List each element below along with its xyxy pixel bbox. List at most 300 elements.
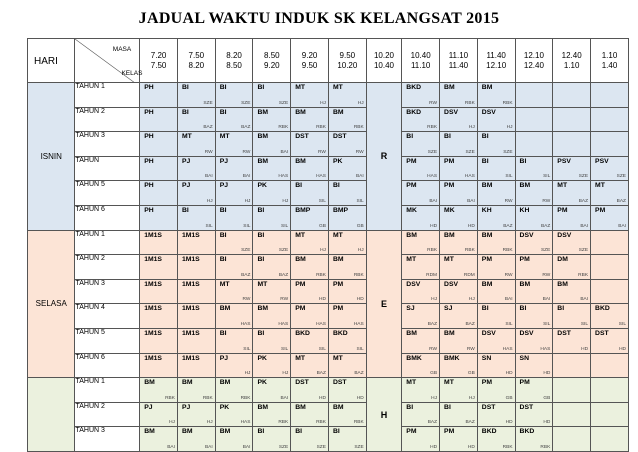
lesson-cell: [177, 353, 215, 378]
teacher-code: BAZ: [578, 198, 589, 204]
lesson-cell: [215, 230, 253, 255]
teacher-code: RBK: [316, 420, 326, 426]
subject-code: MT: [444, 256, 454, 264]
subject-code: PM: [519, 379, 530, 387]
subject-code: PH: [144, 133, 154, 141]
subject-code: BKD: [406, 108, 422, 116]
time-end: 12.10: [486, 60, 507, 70]
subject-code: MT: [332, 231, 343, 239]
lesson-cell: [177, 107, 215, 132]
lesson-cell: [140, 107, 178, 132]
teacher-code: BAZ: [465, 321, 475, 327]
subject-code: DSV: [406, 280, 421, 288]
subject-code: MT: [181, 133, 192, 141]
subject-code: BI: [181, 206, 189, 214]
lesson-cell: [140, 378, 178, 403]
teacher-code: RW: [204, 149, 213, 155]
lesson-cell: [477, 402, 515, 427]
lesson-cell: [253, 181, 291, 206]
lesson-cell: [140, 304, 178, 329]
subject-code: BI: [519, 305, 527, 313]
subject-code: PM: [444, 428, 455, 436]
teacher-code: SIL: [281, 346, 289, 352]
lesson-cell: [177, 328, 215, 353]
subject-code: DM: [557, 256, 568, 264]
lesson-cell: [402, 156, 440, 181]
subject-code: PM: [406, 428, 417, 436]
lesson-cell: [553, 230, 591, 255]
teacher-code: BAZ: [241, 272, 251, 278]
teacher-code: SIL: [580, 321, 589, 327]
page-title: JADUAL WAKTU INDUK SK KELANGSAT 2015: [138, 10, 500, 27]
day-label: [28, 378, 75, 452]
teacher-code: SZE: [203, 100, 213, 106]
time-slot-header: [553, 39, 591, 83]
subject-code: PK: [257, 379, 267, 387]
lesson-cell: [591, 205, 629, 230]
time-end: 10.40: [373, 60, 395, 70]
time-start: 12.40: [561, 50, 582, 60]
lesson-cell: [402, 181, 440, 206]
subject-code: BI: [257, 206, 265, 214]
teacher-code: GB: [505, 395, 513, 401]
teacher-code: HAS: [427, 174, 438, 180]
teacher-code: SZE: [354, 445, 364, 450]
teacher-code: SZE: [241, 100, 251, 106]
time-slot-header: [328, 39, 366, 83]
lesson-cell: [291, 205, 329, 230]
teacher-code: BAI: [167, 445, 175, 450]
subject-code: BI: [219, 231, 227, 239]
teacher-code: SIL: [281, 223, 289, 229]
lesson-cell: [477, 255, 515, 280]
time-slot-header: [215, 39, 253, 83]
lesson-cell: [177, 132, 215, 157]
teacher-code: HD: [505, 420, 513, 426]
teacher-code: HJ: [244, 198, 251, 204]
subject-code: BKD: [406, 84, 422, 91]
subject-code: DST: [557, 329, 571, 337]
lesson-cell: [253, 156, 291, 181]
subject-code: DSV: [557, 231, 572, 239]
teacher-code: HJ: [282, 198, 289, 204]
teacher-code: HJ: [206, 420, 213, 426]
lesson-cell: [477, 230, 515, 255]
teacher-code: HJ: [282, 371, 289, 377]
teacher-code: HJ: [468, 395, 475, 401]
subject-code: MT: [406, 256, 417, 264]
subject-code: BM: [181, 379, 193, 387]
teacher-code: BAI: [355, 174, 364, 180]
lesson-cell: [591, 353, 629, 378]
teacher-code: RBK: [202, 395, 213, 401]
lesson-cell: [140, 353, 178, 378]
lesson-cell: [591, 328, 629, 353]
lesson-cell: [253, 279, 291, 304]
time-end: 9.50: [301, 60, 318, 70]
table-row: [28, 83, 629, 108]
teacher-code: RBK: [502, 445, 513, 450]
teacher-code: HJ: [468, 297, 475, 303]
subject-code: PJ: [219, 157, 229, 165]
subject-code: 1M1S: [144, 231, 162, 239]
time-slot-header: [440, 39, 478, 83]
subject-code: SJ: [444, 305, 453, 313]
subject-code: BI: [257, 231, 265, 239]
subject-code: BM: [295, 403, 306, 411]
lesson-cell: [477, 328, 515, 353]
teacher-code: SIL: [505, 321, 513, 327]
subject-code: BI: [257, 428, 265, 436]
lesson-cell: [177, 83, 215, 108]
kelas-cell: TAHUN 6: [75, 205, 140, 230]
teacher-code: HAS: [316, 321, 326, 327]
teacher-code: SIL: [505, 174, 513, 180]
subject-code: PJ: [219, 182, 229, 190]
lesson-cell: [328, 156, 366, 181]
time-slot-header: [366, 39, 402, 83]
subject-code: BI: [444, 133, 451, 141]
table-row: [28, 378, 629, 403]
subject-code: PH: [144, 206, 154, 214]
time-start: 10.40: [410, 50, 431, 60]
subject-code: 1M1S: [144, 256, 162, 264]
lesson-cell: [553, 132, 591, 157]
lesson-cell: [291, 378, 329, 403]
subject-code: PK: [257, 182, 267, 190]
masa-kelas-header: [75, 39, 143, 83]
kelas-cell: TAHUN 2: [75, 402, 140, 427]
teacher-code: BAZ: [616, 198, 626, 204]
subject-code: MT: [295, 354, 306, 362]
teacher-code: RBK: [353, 125, 364, 131]
kelas-cell: TAHUN 3: [75, 279, 140, 304]
teacher-code: RW: [318, 149, 326, 155]
teacher-code: RW: [429, 100, 438, 106]
time-slot-header: [477, 39, 515, 83]
teacher-code: RBK: [278, 420, 289, 426]
teacher-code: HD: [619, 346, 626, 352]
lesson-cell: [515, 107, 553, 132]
table-row: [28, 205, 629, 230]
subject-code: PJ: [219, 354, 229, 362]
subject-code: BI: [219, 329, 227, 337]
lesson-cell: [177, 230, 215, 255]
teacher-code: BAI: [618, 223, 626, 229]
lesson-cell: [177, 156, 215, 181]
subject-code: BM: [444, 84, 455, 91]
lesson-cell: [515, 205, 553, 230]
lesson-cell: [140, 181, 178, 206]
teacher-code: BAZ: [241, 125, 251, 131]
teacher-code: BAZ: [427, 420, 438, 426]
lesson-cell: [177, 255, 215, 280]
subject-code: DST: [295, 379, 309, 387]
lesson-cell: [328, 205, 366, 230]
subject-code: BM: [144, 428, 155, 436]
lesson-cell: [477, 83, 515, 108]
lesson-cell: [140, 83, 178, 108]
lesson-cell: [553, 83, 591, 108]
subject-code: PH: [144, 84, 154, 91]
lesson-cell: [177, 427, 215, 452]
lesson-cell: [440, 378, 478, 403]
subject-code: PK: [257, 354, 267, 362]
lesson-cell: [477, 107, 515, 132]
day-label: ISNIN: [28, 83, 75, 231]
lesson-cell: [140, 402, 178, 427]
subject-code: BM: [219, 379, 231, 387]
lesson-cell: [253, 255, 291, 280]
subject-code: BM: [332, 108, 344, 116]
teacher-code: BAI: [580, 297, 589, 303]
lesson-cell: [477, 304, 515, 329]
lesson-cell: [140, 132, 178, 157]
lesson-cell: [291, 107, 329, 132]
subject-code: DST: [295, 133, 309, 141]
subject-code: 1M1S: [181, 305, 200, 313]
lesson-cell: [477, 132, 515, 157]
subject-code: MK: [444, 206, 455, 214]
lesson-cell: [515, 83, 553, 108]
lesson-cell: [440, 402, 478, 427]
subject-code: BI: [332, 182, 340, 190]
subject-code: PM: [332, 280, 344, 288]
lesson-cell: [402, 83, 440, 108]
subject-code: BI: [519, 157, 527, 165]
teacher-code: RBK: [165, 395, 175, 401]
lesson-cell: [553, 328, 591, 353]
table-row: [28, 328, 629, 353]
lesson-cell: [515, 255, 553, 280]
subject-code: 1M1S: [181, 329, 200, 337]
subject-code: 1M1S: [181, 256, 200, 264]
subject-code: MT: [219, 133, 230, 141]
table-row: [28, 255, 629, 280]
lesson-cell: [553, 279, 591, 304]
subject-code: BM: [332, 403, 344, 411]
subject-code: PM: [519, 256, 530, 264]
lesson-cell: [291, 132, 329, 157]
lesson-cell: [553, 255, 591, 280]
kelas-label: KELAS: [121, 70, 143, 77]
subject-code: BKD: [481, 428, 497, 436]
lesson-cell: [291, 230, 329, 255]
lesson-cell: [440, 279, 478, 304]
subject-code: KH: [519, 206, 530, 214]
subject-code: BI: [257, 256, 265, 264]
subject-code: BM: [444, 329, 455, 337]
lesson-cell: [477, 205, 515, 230]
teacher-code: SZE: [616, 174, 626, 180]
subject-code: PM: [557, 206, 568, 214]
lesson-cell: [591, 255, 629, 280]
lesson-cell: [515, 304, 553, 329]
subject-code: BM: [332, 256, 344, 264]
teacher-code: HAS: [278, 321, 289, 327]
lesson-cell: [440, 205, 478, 230]
lesson-cell: [291, 156, 329, 181]
table-row: [28, 279, 629, 304]
lesson-cell: [591, 378, 629, 403]
time-slot-header: [402, 39, 440, 83]
kelas-cell: TAHUN 5: [75, 181, 140, 206]
teacher-code: RW: [542, 198, 551, 204]
lesson-cell: [291, 427, 329, 452]
lesson-cell: [140, 328, 178, 353]
hari-header: [28, 39, 75, 83]
subject-code: BI: [332, 428, 340, 436]
lesson-cell: [402, 353, 440, 378]
subject-code: BM: [519, 182, 531, 190]
table-row: [28, 304, 629, 329]
subject-code: BM: [295, 108, 306, 116]
lesson-cell: [402, 230, 440, 255]
teacher-code: SZE: [278, 100, 289, 106]
lesson-cell: [328, 132, 366, 157]
subject-code: PM: [595, 206, 606, 214]
kelas-cell: TAHUN 1: [75, 83, 140, 108]
teacher-code: SIL: [243, 346, 251, 352]
lesson-cell: [291, 181, 329, 206]
subject-code: 1M1S: [144, 354, 162, 362]
lesson-cell: [291, 353, 329, 378]
lesson-cell: [215, 304, 253, 329]
lesson-cell: [328, 83, 366, 108]
lesson-cell: [440, 230, 478, 255]
teacher-code: HAS: [240, 321, 251, 327]
subject-code: SN: [519, 354, 529, 362]
teacher-code: SIL: [243, 223, 251, 229]
teacher-code: BAZ: [540, 223, 551, 229]
lesson-cell: [591, 181, 629, 206]
subject-code: PJ: [144, 403, 153, 411]
lesson-cell: [591, 83, 629, 108]
kelas-cell: TAHUN: [75, 156, 140, 181]
lesson-cell: [477, 279, 515, 304]
teacher-code: HD: [319, 297, 326, 303]
subject-code: MT: [332, 84, 343, 91]
lesson-cell: [215, 132, 253, 157]
subject-code: BM: [257, 305, 269, 313]
teacher-code: HAS: [353, 321, 364, 327]
time-end: 12.40: [523, 60, 544, 70]
lesson-cell: [140, 255, 178, 280]
subject-code: BI: [481, 305, 489, 313]
time-end: 7.50: [150, 60, 167, 70]
lesson-cell: [402, 402, 440, 427]
subject-code: BM: [557, 280, 568, 288]
teacher-code: HD: [581, 346, 589, 352]
lesson-cell: [215, 279, 253, 304]
lesson-cell: [291, 402, 329, 427]
timetable: [27, 38, 629, 452]
table-row: [28, 107, 629, 132]
teacher-code: RBK: [353, 272, 364, 278]
lesson-cell: [477, 156, 515, 181]
lesson-cell: [215, 181, 253, 206]
time-end: 9.20: [264, 60, 280, 70]
teacher-code: SIL: [205, 223, 213, 229]
lesson-cell: [215, 156, 253, 181]
subject-code: BI: [406, 133, 414, 141]
teacher-code: RW: [504, 272, 513, 278]
teacher-code: HD: [505, 371, 513, 377]
teacher-code: HAS: [316, 174, 326, 180]
teacher-code: BAI: [280, 395, 289, 401]
teacher-code: HAS: [278, 174, 289, 180]
lesson-cell: [140, 427, 178, 452]
lesson-cell: [402, 205, 440, 230]
teacher-code: RBK: [502, 248, 513, 254]
subject-code: DST: [595, 329, 609, 337]
subject-code: PM: [406, 182, 417, 190]
subject-code: PH: [144, 157, 154, 165]
subject-code: SN: [481, 354, 492, 362]
teacher-code: HJ: [320, 100, 326, 106]
lesson-cell: [177, 279, 215, 304]
time-end: 1.10: [563, 60, 580, 70]
subject-code: 1M1S: [181, 280, 200, 288]
subject-code: BM: [481, 182, 493, 190]
subject-code: BM: [144, 379, 155, 387]
lesson-cell: [402, 279, 440, 304]
subject-code: BM: [219, 305, 231, 313]
teacher-code: HD: [543, 371, 551, 377]
subject-code: BI: [219, 256, 227, 264]
lesson-cell: [215, 402, 253, 427]
subject-code: PM: [481, 379, 492, 387]
lesson-cell: [291, 255, 329, 280]
subject-code: BI: [295, 428, 303, 436]
teacher-code: HD: [430, 223, 438, 229]
teacher-code: SZE: [427, 149, 438, 155]
teacher-code: HAS: [502, 346, 513, 352]
subject-code: MT: [219, 280, 230, 288]
lesson-cell: [253, 107, 291, 132]
subject-code: DSV: [481, 329, 496, 337]
subject-code: BMK: [406, 354, 422, 362]
teacher-code: SZE: [503, 149, 513, 155]
lesson-cell: [291, 328, 329, 353]
teacher-code: BAI: [204, 174, 213, 180]
kelas-cell: TAHUN 4: [75, 304, 140, 329]
kelas-cell: TAHUN 2: [75, 255, 140, 280]
teacher-code: HJ: [357, 100, 364, 106]
subject-code: BI: [219, 84, 227, 91]
subject-code: BI: [219, 206, 227, 214]
subject-code: BM: [481, 231, 493, 239]
lesson-cell: [515, 378, 553, 403]
lesson-cell: [440, 132, 478, 157]
teacher-code: HD: [356, 297, 364, 303]
time-start: 10.20: [373, 50, 395, 60]
lesson-cell: [440, 156, 478, 181]
lesson-cell: [140, 279, 178, 304]
subject-code: BM: [181, 428, 193, 436]
table-row: [28, 132, 629, 157]
lesson-cell: [402, 132, 440, 157]
lesson-cell: [553, 156, 591, 181]
time-slot-header: [591, 39, 629, 83]
lesson-cell: [215, 83, 253, 108]
subject-code: PM: [406, 157, 417, 165]
teacher-code: RDM: [463, 272, 475, 278]
subject-code: DSV: [481, 108, 496, 116]
teacher-code: RBK: [427, 248, 438, 254]
teacher-code: GB: [543, 395, 551, 401]
lesson-cell: [177, 205, 215, 230]
